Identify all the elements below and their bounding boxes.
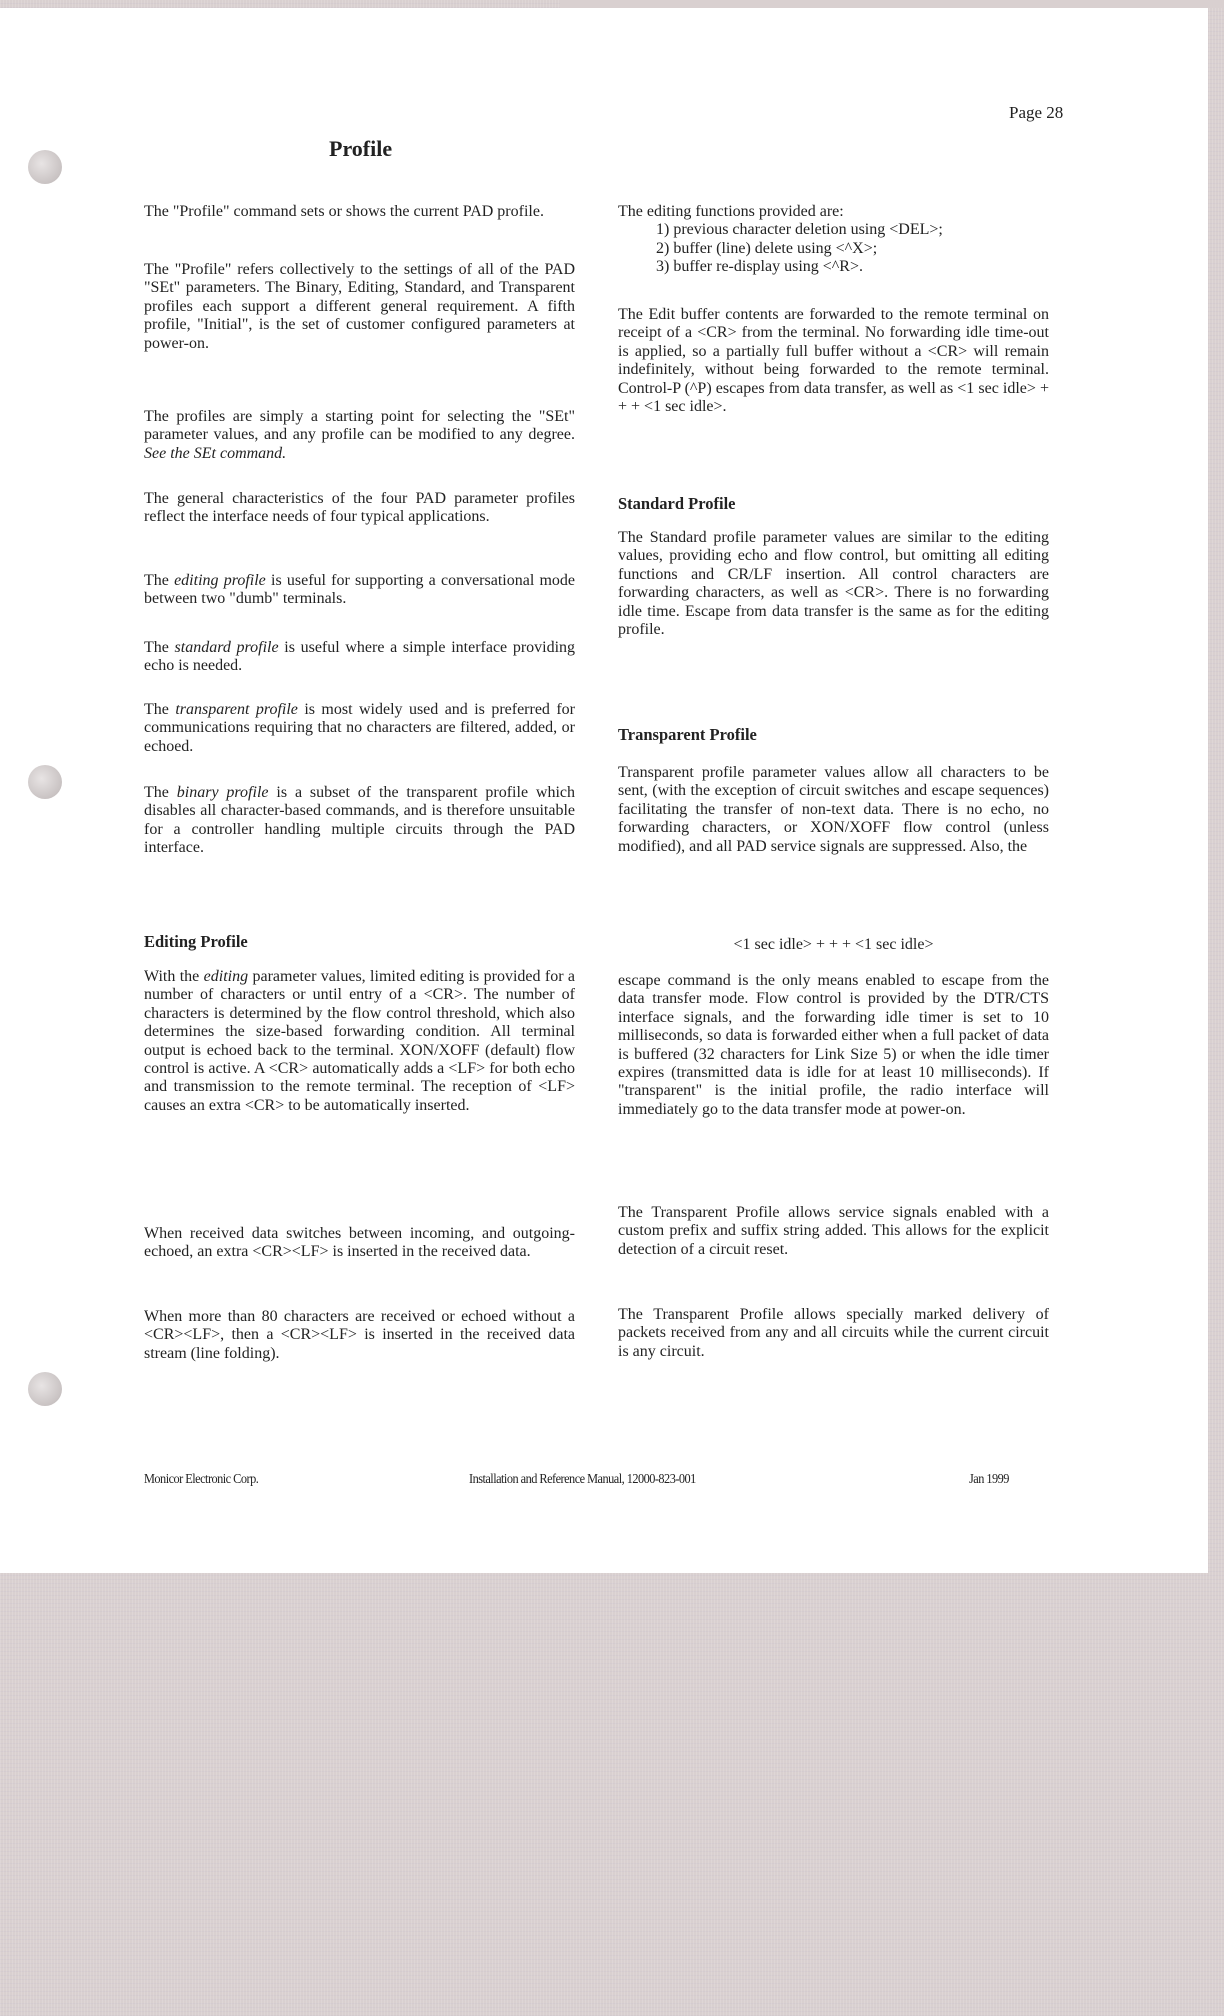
paragraph: The "Profile" refers collectively to the settings of all of the PAD "SEt" parameters. The Binary, Editing, Standard, and Transparent profiles each support a different general requirement. A fifth profile, "Initial", is the set of customer configured parameters at power-on. bbox=[144, 261, 575, 352]
escape-sequence: <1 sec idle> + + + <1 sec idle> bbox=[733, 936, 934, 953]
paragraph: The "Profile" command sets or shows the current PAD profile. bbox=[144, 203, 544, 220]
binder-hole bbox=[28, 1372, 62, 1406]
paragraph: With the editing parameter values, limited editing is provided for a number of characters or until entry of a <CR>. The number of characters is determined by the flow control threshold, which also determines the size-based forwarding condition. All terminal output is echoed back to the terminal. XON/XOFF (default) flow control is active. A <CR> automatically adds a <LF> for both echo and transmission to the remote terminal. The reception of <LF> causes an extra <CR> to be automatically inserted. bbox=[144, 968, 575, 1114]
editing-functions-list bbox=[618, 203, 1049, 277]
paragraph: The transparent profile is most widely used and is preferred for communications requiring that no characters are filtered, added, or echoed. bbox=[144, 701, 576, 755]
paragraph: The binary profile is a subset of the transparent profile which disables all character-based commands, and is therefore unsuitable for a controller handling multiple circuits through the PAD interface. bbox=[144, 784, 576, 857]
binder-hole bbox=[28, 150, 62, 184]
paragraph: The Transparent Profile allows service signals enabled with a custom prefix and suffix string added. This allows for the explicit detection of a circuit reset. bbox=[618, 1204, 1049, 1258]
list-intro: The editing functions provided are: bbox=[618, 203, 844, 220]
footer-manual: Installation and Reference Manual, 12000-823-001 bbox=[469, 1472, 696, 1487]
paragraph: The editing profile is useful for supporting a conversational mode between two "dumb" terminals. bbox=[144, 572, 576, 608]
scan-background-strip bbox=[560, 0, 1224, 8]
footer-date: Jan 1999 bbox=[969, 1472, 1009, 1487]
list-item: 3) buffer re-display using <^R>. bbox=[656, 258, 863, 276]
paragraph: The Edit buffer contents are forwarded to the remote terminal on receipt of a <CR> from the terminal. No forwarding idle time-out is applied, so a partially full buffer without a <CR> will remain indefinitely, without being forwarded to the remote terminal. Control-P (^P) escapes from data transfer, as well as <1 sec idle> + + + <1 sec idle>. bbox=[618, 306, 1049, 416]
paragraph: The standard profile is useful where a simple interface providing echo is needed. bbox=[144, 639, 576, 675]
section-heading-transparent: Transparent Profile bbox=[618, 725, 757, 744]
paragraph: When more than 80 characters are received or echoed without a <CR><LF>, then a <CR><LF> is inserted in the received data stream (line folding). bbox=[144, 1308, 575, 1362]
section-heading-standard: Standard Profile bbox=[618, 494, 736, 513]
paragraph: The profiles are simply a starting point for selecting the "SEt" parameter values, and any profile can be modified to any degree. See the SEt command. bbox=[144, 408, 575, 462]
paragraph: When received data switches between incoming, and outgoing-echoed, an extra <CR><LF> is inserted in the received data. bbox=[144, 1225, 575, 1261]
list-item: 1) previous character deletion using <DEL>; bbox=[656, 221, 943, 239]
paragraph: The Standard profile parameter values are similar to the editing values, providing echo and flow control, but omitting all editing functions and CR/LF insertion. All control characters are forwarding characters, as well as <CR>. There is no forwarding idle time. Escape from data transfer is the same as for the editing profile. bbox=[618, 529, 1049, 639]
paragraph: Transparent profile parameter values allow all characters to be sent, (with the exception of circuit switches and escape sequences) facilitating the transfer of non-text data. There is no echo, no forwarding characters, or XON/XOFF flow control (unless modified), and all PAD service signals are suppressed. Also, the bbox=[618, 764, 1049, 855]
footer-company: Monicor Electronic Corp. bbox=[144, 1472, 259, 1487]
list-item: 2) buffer (line) delete using <^X>; bbox=[656, 239, 878, 257]
page-title: Profile bbox=[329, 136, 393, 161]
binder-hole bbox=[28, 765, 62, 799]
paragraph: The Transparent Profile allows specially marked delivery of packets received from any and all circuits while the current circuit is any circuit. bbox=[618, 1306, 1049, 1360]
paragraph: The general characteristics of the four PAD parameter profiles reflect the interface needs of four typical applications. bbox=[144, 490, 575, 526]
section-heading-editing: Editing Profile bbox=[144, 932, 248, 951]
paragraph: escape command is the only means enabled to escape from the data transfer mode. Flow control is provided by the DTR/CTS interface signals, and the forwarding idle timer is set to 10 milliseconds, so data is forwarded either when a full packet of data is buffered (32 characters for Link Size 5) or when the idle timer expires (transmitted data is idle for at least 10 milliseconds). If "transparent" is the initial profile, the radio interface will immediately go to the data transfer mode at power-on. bbox=[618, 972, 1049, 1118]
page-number: Page 28 bbox=[1009, 103, 1064, 122]
